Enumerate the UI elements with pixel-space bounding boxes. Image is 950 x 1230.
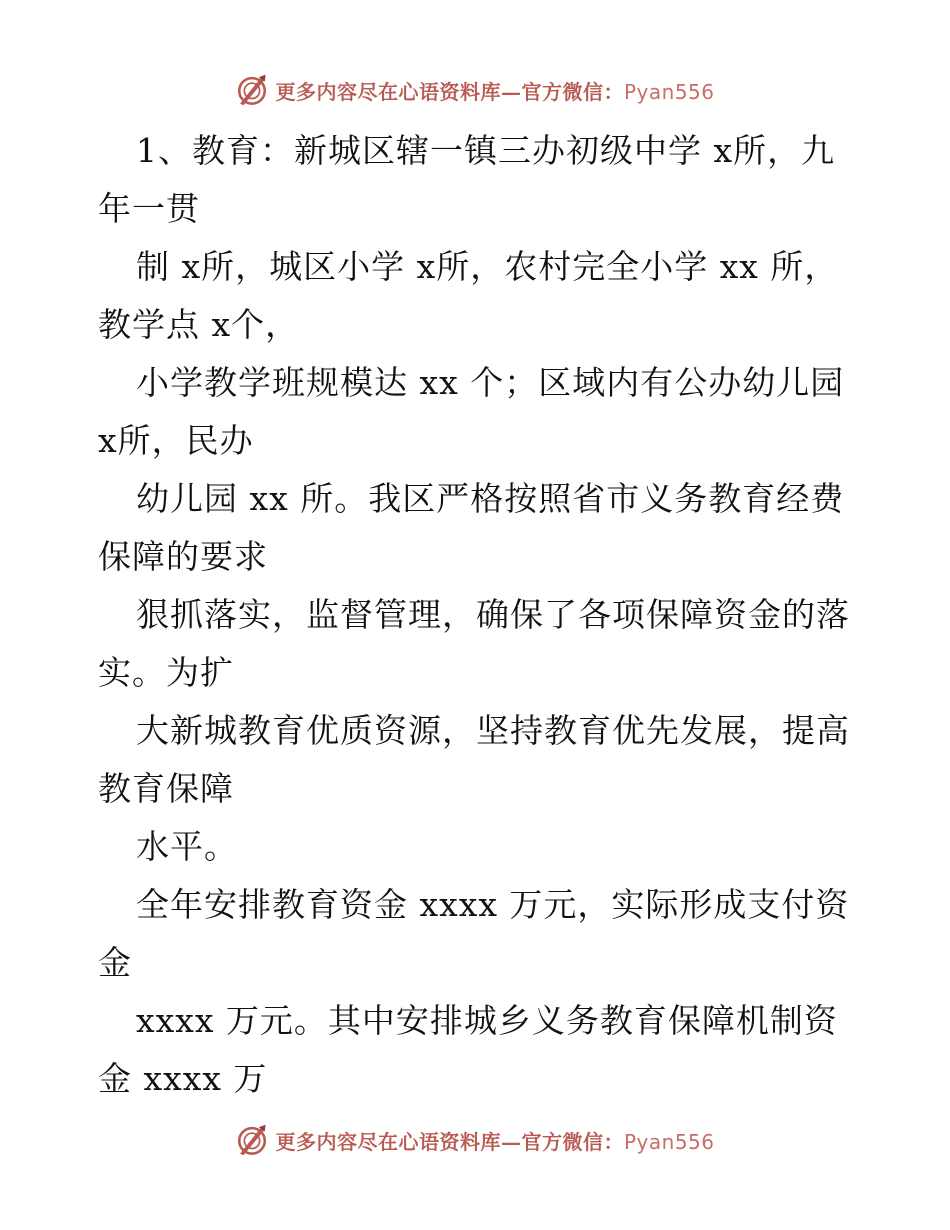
- text-line: 制 x所，城区小学 x所，农村完全小学 xx 所，: [136, 247, 839, 286]
- banner-text: [275, 76, 714, 105]
- quill-logo-icon: [235, 73, 269, 107]
- text-line: 全年安排教育资金 xxxx 万元，实际形成支付资: [136, 885, 850, 924]
- text-line: 1、教育：新城区辖一镇三办初级中学 x所，九: [136, 131, 836, 170]
- text-line: x所，民办: [98, 421, 254, 460]
- text-line: 实。为扩: [98, 653, 234, 692]
- text-line: 金: [98, 943, 132, 982]
- header-banner: [0, 70, 950, 110]
- text-line: xxxx 万元。其中安排城乡义务教育保障机制资: [136, 1001, 838, 1040]
- text-line: 教学点 x个，: [98, 305, 300, 344]
- document-body: [98, 122, 858, 1108]
- banner-slogan: 更多内容尽在心语资料库—官方微信：: [275, 1129, 624, 1154]
- text-line: 教育保障: [98, 769, 234, 808]
- text-line: 年一贯: [98, 189, 200, 228]
- text-line: 大新城教育优质资源，坚持教育优先发展，提高: [136, 711, 850, 750]
- text-line: 幼儿园 xx 所。我区严格按照省市义务教育经费: [136, 479, 845, 518]
- banner-wechat-id: Pyan556: [623, 1129, 715, 1154]
- text-line: 保障的要求: [98, 537, 268, 576]
- footer-banner: [0, 1120, 950, 1160]
- text-line: 小学教学班规模达 xx 个；区域内有公办幼儿园: [136, 363, 845, 402]
- banner-text: [275, 1126, 714, 1155]
- quill-logo-icon: [235, 1123, 269, 1157]
- text-line: 狠抓落实，监督管理，确保了各项保障资金的落: [136, 595, 850, 634]
- text-line: 水平。: [136, 827, 238, 866]
- banner-slogan: 更多内容尽在心语资料库—官方微信：: [275, 79, 624, 104]
- banner-wechat-id: Pyan556: [623, 79, 715, 104]
- text-line: 金 xxxx 万: [98, 1059, 268, 1098]
